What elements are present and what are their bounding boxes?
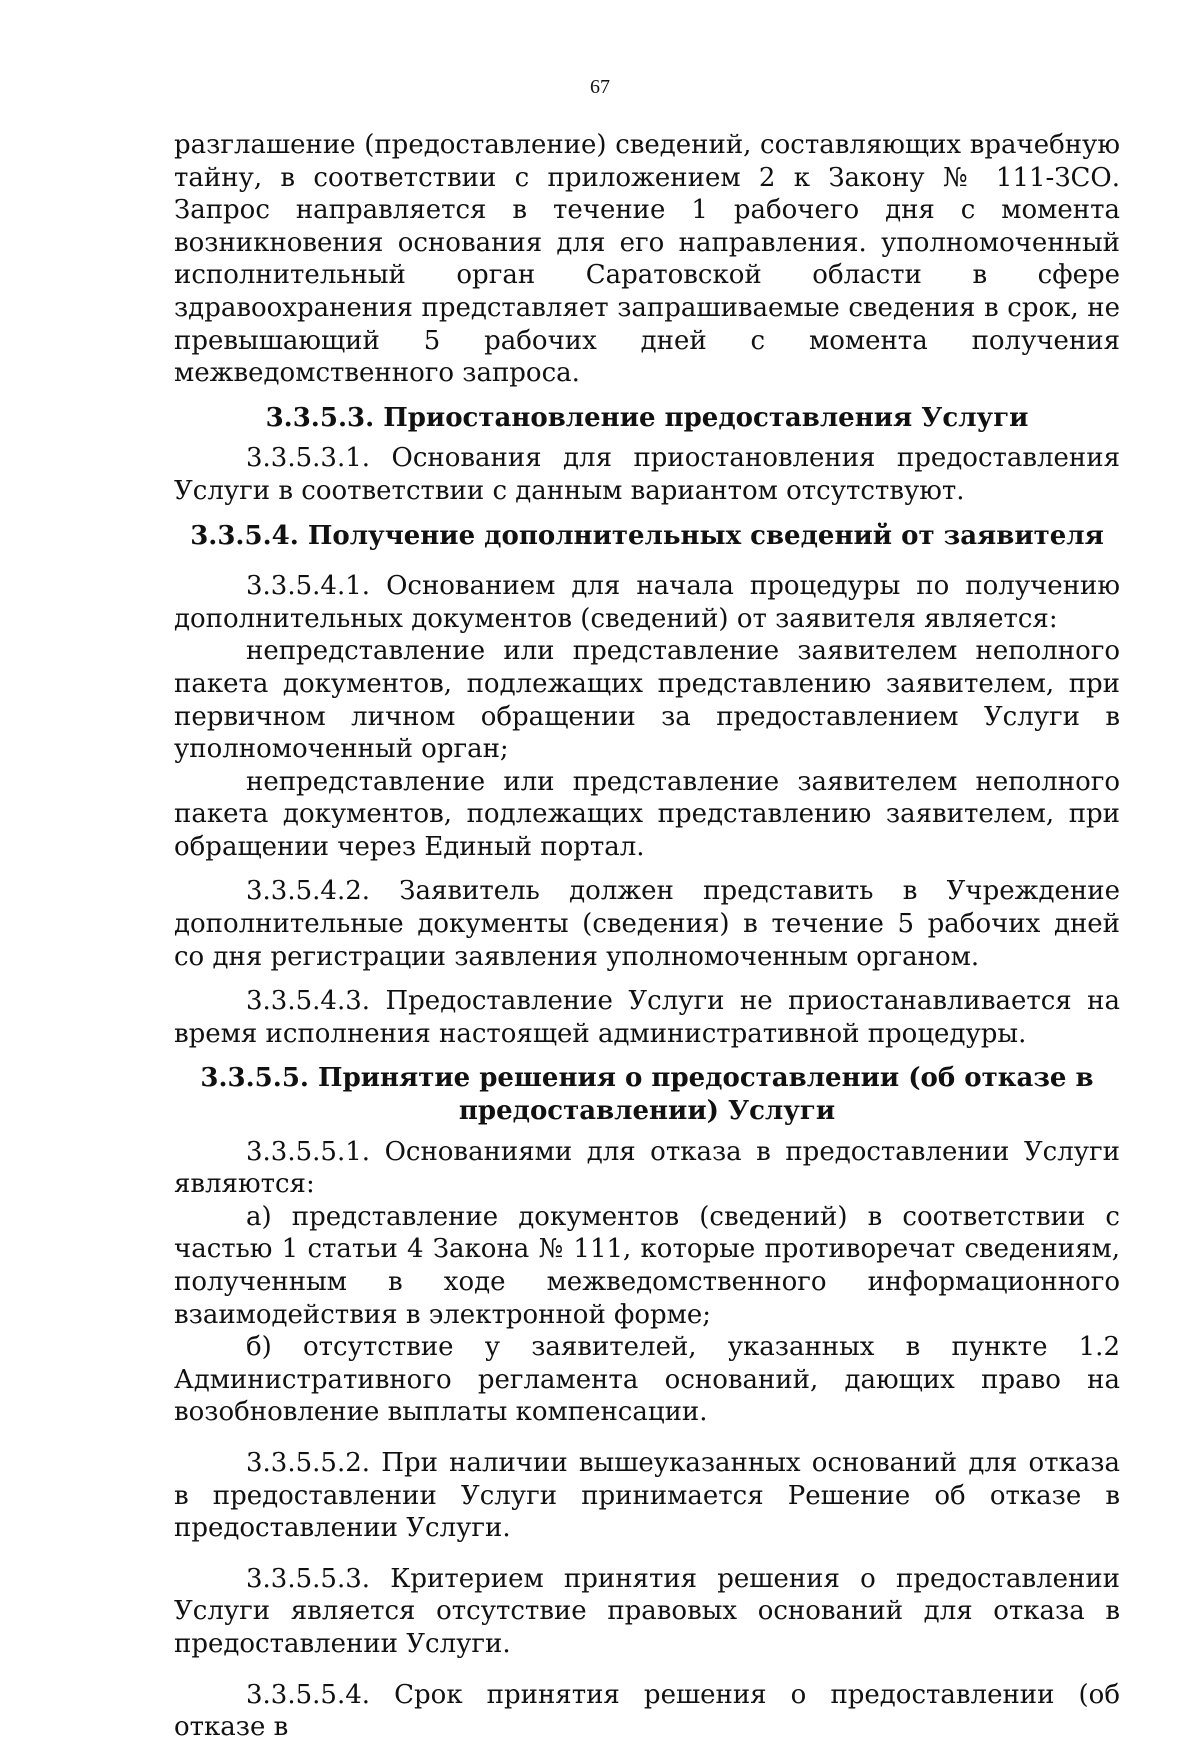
paragraph: непредставление или представление заявителем неполного пакета документов, подлежащих представлению заявителем, при первичном личном обращении за предоставлением Услуги в уполномоченный орган;: [174, 636, 1120, 765]
paragraph: 3.3.5.4.3. Предоставление Услуги не приостанавливается на время исполнения настоящей административной процедуры.: [174, 986, 1120, 1049]
paragraph: 3.3.5.5.2. При наличии вышеуказанных оснований для отказа в предоставлении Услуги принимается Решение об отказе в предоставлении Услуги.: [174, 1447, 1120, 1544]
paragraph: 3.3.5.4.1. Основанием для начала процедуры по получению дополнительных документов (сведений) от заявителя является:: [174, 571, 1120, 634]
page-number: 67: [590, 76, 610, 98]
paragraph: 3.3.5.5.4. Срок принятия решения о предоставлении (об отказе в: [174, 1679, 1120, 1743]
section-heading: 3.3.5.5. Принятие решения о предоставлении (об отказе в предоставлении) Услуги: [200, 1063, 1094, 1127]
paragraph: непредставление или представление заявителем неполного пакета документов, подлежащих представлению заявителем, при обращении через Единый портал.: [174, 766, 1120, 862]
paragraph: разглашение (предоставление) сведений, составляющих врачебную тайну, в соответствии с приложением 2 к Закону № 111-ЗСО. Запрос направляется в течение 1 рабочего дня с момента возникновения основания для его направления. уполномоченный исполнительный орган Саратовской области в сфере здравоохранения представляет запрашиваемые сведения в срок, не превышающий 5 рабочих дней с момента получения межведомственного запроса.: [174, 130, 1120, 389]
document-body: [174, 129, 1120, 1744]
paragraph: 3.3.5.4.2. Заявитель должен представить в Учреждение дополнительные документы (сведения) в течение 5 рабочих дней со дня регистрации заявления уполномоченным органом.: [174, 876, 1120, 972]
paragraph: б) отсутствие у заявителей, указанных в пункте 1.2 Административного регламента оснований, дающих право на возобновление выплаты компенсации.: [174, 1332, 1120, 1428]
paragraph: а) представление документов (сведений) в соответствии с частью 1 статьи 4 Закона № 111, которые противоречат сведениям, полученным в ходе межведомственного информационного взаимодействия в электронной форме;: [174, 1201, 1120, 1330]
section-heading: 3.3.5.4. Получение дополнительных сведений от заявителя: [190, 520, 1104, 551]
section-heading: 3.3.5.3. Приостановление предоставления Услуги: [265, 402, 1029, 433]
paragraph: 3.3.5.5.3. Критерием принятия решения о предоставлении Услуги является отсутствие правовых оснований для отказа в предоставлении Услуги.: [174, 1563, 1120, 1659]
paragraph: 3.3.5.3.1. Основания для приостановления предоставления Услуги в соответствии с данным вариантом отсутствуют.: [174, 443, 1120, 506]
paragraph: 3.3.5.5.1. Основаниями для отказа в предоставлении Услуги являются:: [174, 1136, 1120, 1200]
